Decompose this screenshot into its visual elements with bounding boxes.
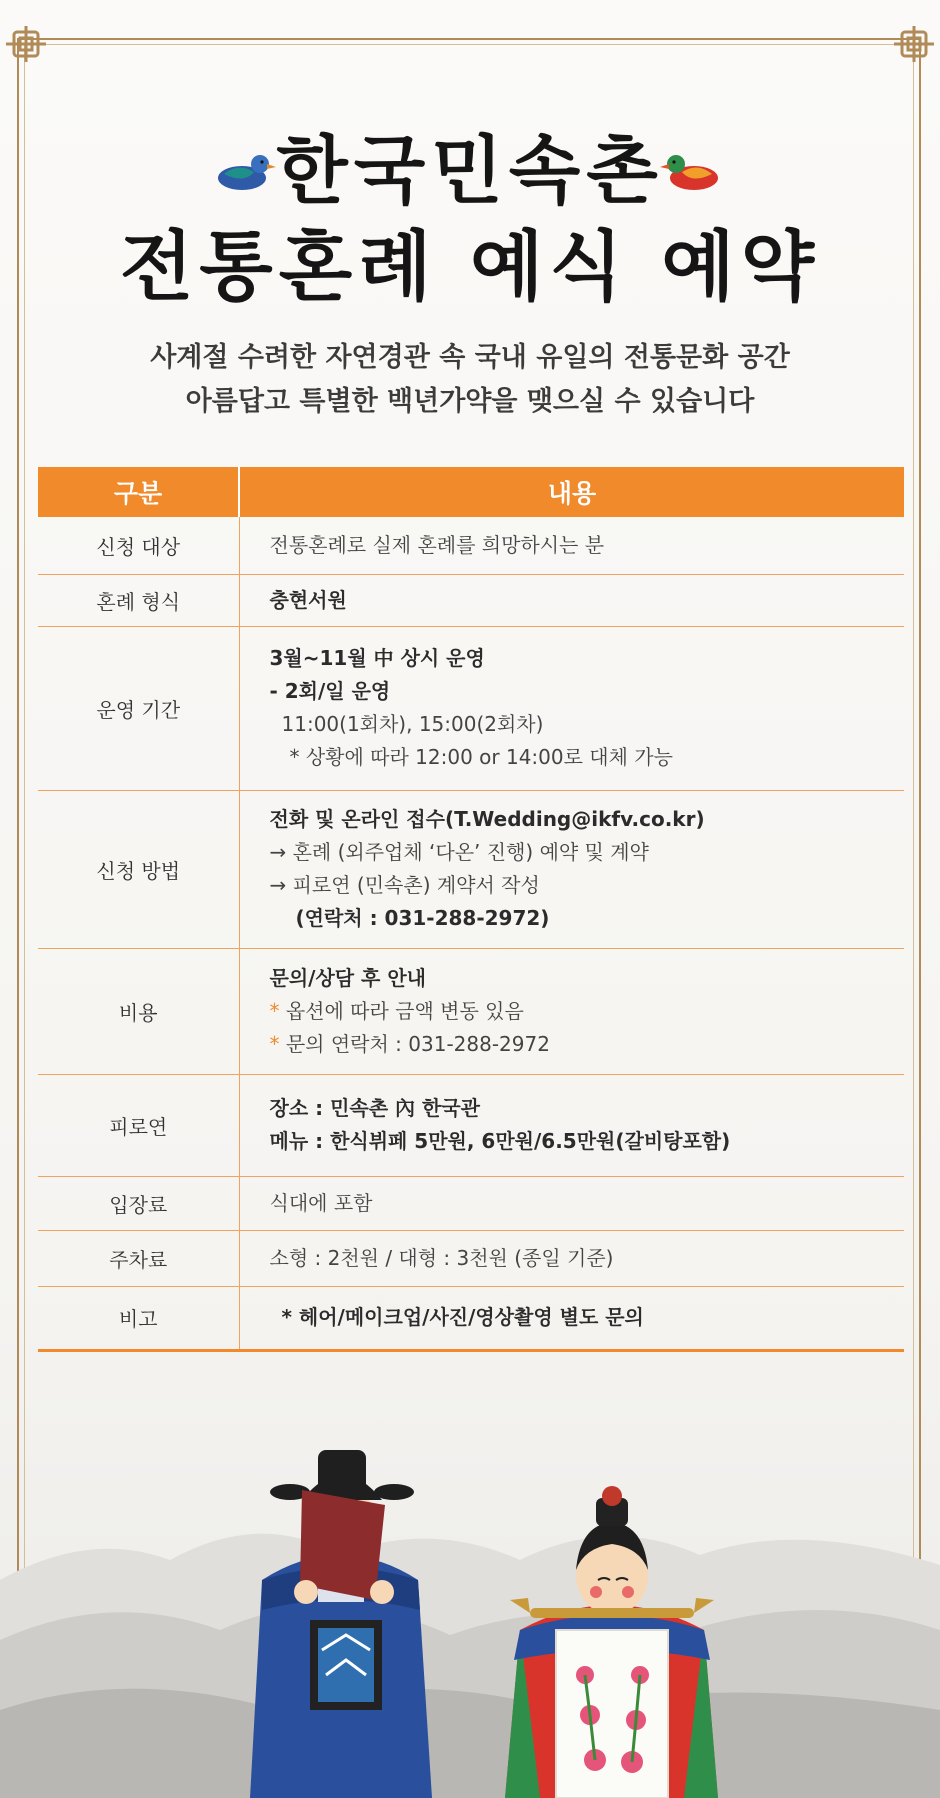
table-row — [38, 574, 904, 626]
row-line: 메뉴 : 한식뷔페 5만원, 6만원/6.5만원(갈비탕포함) — [269, 1129, 731, 1153]
table-row — [38, 626, 904, 790]
row-line — [270, 995, 905, 1028]
row-line: * 상황에 따라 12:00 or 14:00로 대체 가능 — [289, 745, 673, 769]
row-value — [239, 574, 904, 626]
subtitle — [0, 336, 940, 424]
row-line-text: 문의 연락처 : 031-288-2972 — [285, 1031, 550, 1056]
row-label: 운영 기간 — [38, 626, 239, 790]
row-line: - 2회/일 운영 — [269, 679, 391, 703]
row-line: 소형 : 2천원 / 대형 : 3천원 (종일 기준) — [269, 1245, 614, 1270]
subtitle-line1: 사계절 수려한 자연경관 속 국내 유일의 전통문화 공간 — [150, 342, 790, 373]
row-line: → 혼례 (외주업체 ‘다온’ 진행) 예약 및 계약 — [269, 840, 649, 864]
table-row — [38, 1074, 904, 1176]
row-line: 식대에 포함 — [269, 1190, 373, 1215]
knot-ornament-icon — [4, 26, 48, 62]
page-title-line1: 한국민속촌 — [276, 128, 664, 214]
row-line: 전화 및 온라인 접수(T.Wedding@ikfv.co.kr) — [269, 807, 705, 831]
row-line: 충현서원 — [269, 587, 347, 612]
row-label: 신청 대상 — [38, 517, 239, 574]
knot-ornament-icon — [892, 26, 936, 62]
row-value — [239, 517, 904, 574]
row-line: 문의/상담 후 안내 — [269, 965, 426, 990]
groom-figure — [250, 1450, 432, 1798]
row-line: 전통혼례로 실제 혼례를 희망하시는 분 — [269, 532, 605, 557]
row-label: 혼례 형식 — [38, 574, 239, 626]
bullet-star: * — [269, 1031, 280, 1056]
row-label: 주차료 — [38, 1230, 239, 1286]
row-line: * 헤어/메이크업/사진/영상촬영 별도 문의 — [281, 1305, 644, 1329]
row-line: 장소 : 민속촌 內 한국관 — [269, 1096, 480, 1120]
mountain-range-front — [0, 1689, 940, 1798]
table-row — [38, 517, 904, 574]
table-row — [38, 790, 904, 948]
row-value — [239, 1074, 904, 1176]
row-line — [270, 1028, 905, 1061]
table-header-row — [38, 467, 904, 517]
row-line: 11:00(1회차), 15:00(2회차) — [281, 712, 544, 736]
table-row — [38, 1230, 904, 1286]
row-label: 신청 방법 — [38, 790, 239, 948]
bride-figure — [505, 1486, 718, 1798]
header-category: 구분 — [38, 467, 239, 517]
row-line: (연락처 : 031-288-2972) — [295, 906, 550, 930]
row-label: 입장료 — [38, 1176, 239, 1230]
wedding-couple-illustration — [0, 1330, 940, 1798]
row-label: 피로연 — [38, 1074, 239, 1176]
row-value — [239, 1176, 904, 1230]
info-table — [38, 467, 904, 1352]
header-content: 내용 — [239, 467, 904, 517]
row-label: 비고 — [38, 1286, 239, 1350]
row-line-text: 옵션에 따라 금액 변동 있음 — [285, 998, 524, 1023]
subtitle-line2: 아름답고 특별한 백년가약을 맺으실 수 있습니다 — [185, 386, 755, 417]
table-row — [38, 1176, 904, 1230]
row-value — [239, 790, 904, 948]
bullet-star: * — [269, 998, 280, 1023]
row-line: 3월~11월 中 상시 운영 — [269, 646, 485, 670]
row-value — [239, 948, 904, 1074]
row-label: 비용 — [38, 948, 239, 1074]
page-title-line2: 전통혼례 예식 예약 — [119, 222, 821, 311]
row-value — [239, 1230, 904, 1286]
table-row — [38, 948, 904, 1074]
row-line: → 피로연 (민속촌) 계약서 작성 — [269, 873, 540, 897]
row-value — [239, 626, 904, 790]
